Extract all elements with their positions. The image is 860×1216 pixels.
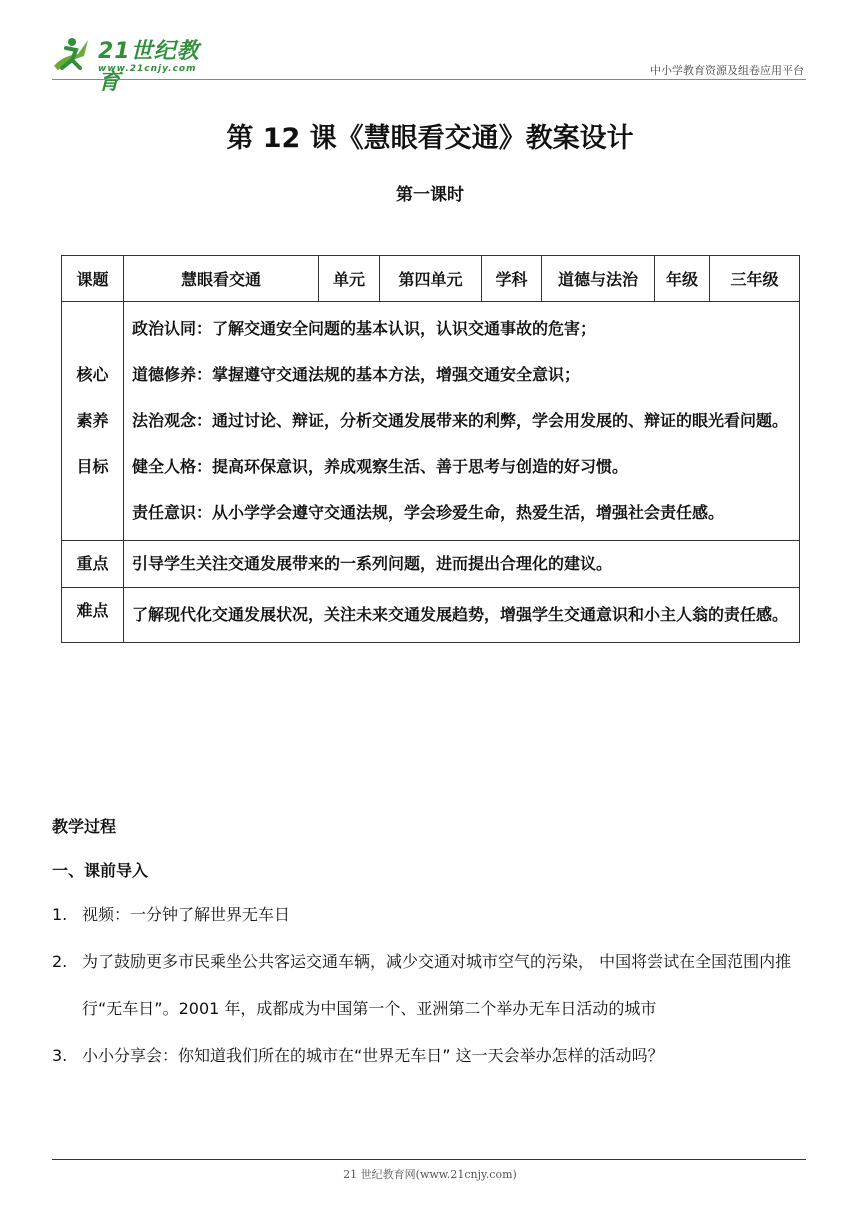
- list-text: 为了鼓励更多市民乘坐公共客运交通车辆，减少交通对城市空气的污染， 中国将尝试在全国范围内推行“无车日”。2001 年，成都成为中国第一个、亚洲第二个举办无车日活动的城市: [82, 952, 792, 1018]
- goals-label: [62, 302, 124, 541]
- list-item: [52, 1032, 812, 1079]
- list-number: 3.: [52, 1046, 68, 1065]
- goals-content: [124, 302, 800, 541]
- list-item: [52, 891, 812, 938]
- process-heading: 教学过程: [52, 817, 117, 836]
- goal-item: 政治认同：了解交通安全问题的基本认识，认识交通事故的危害；: [132, 319, 597, 338]
- list-number: 2.: [52, 952, 68, 971]
- page-subtitle: 第一课时: [396, 185, 464, 205]
- page-header: [0, 0, 860, 95]
- table-cell: 学科: [482, 256, 542, 302]
- table-cell: 课题: [62, 256, 124, 302]
- table-row: [62, 302, 800, 541]
- site-logo[interactable]: [48, 28, 218, 95]
- table-row: [62, 588, 800, 643]
- header-platform-text: 中小学教育资源及组卷应用平台: [650, 64, 804, 77]
- intro-list: [52, 891, 812, 1079]
- section-heading: 一、课前导入: [52, 861, 149, 880]
- table-cell: 年级: [655, 256, 710, 302]
- goals-label-line: 素养: [76, 411, 109, 430]
- table-cell: 慧眼看交通: [124, 256, 319, 302]
- table-cell: 单元: [319, 256, 380, 302]
- page-footer[interactable]: 21 世纪教育网(www.21cnjy.com): [343, 1168, 517, 1181]
- difficulty-label: 难点: [62, 588, 124, 643]
- header-divider: [52, 79, 806, 80]
- goals-label-line: 目标: [76, 457, 109, 476]
- key-label: 重点: [62, 541, 124, 588]
- table-cell: 三年级: [710, 256, 800, 302]
- goal-item: 法治观念：通过讨论、辩证，分析交通发展带来的利弊，学会用发展的、辩证的眼光看问题。: [132, 411, 789, 430]
- table-row: [62, 256, 800, 302]
- logo-url: www.21cnjy.com: [98, 64, 197, 74]
- list-text: 视频：一分钟了解世界无车日: [82, 905, 291, 924]
- goal-item: 健全人格：提高环保意识，养成观察生活、善于思考与创造的好习惯。: [132, 457, 629, 476]
- difficulty-content: 了解现代化交通发展状况，关注未来交通发展趋势，增强学生交通意识和小主人翁的责任感。: [124, 588, 800, 643]
- runner-logo-icon: [48, 34, 92, 74]
- goals-label-line: 核心: [76, 365, 109, 384]
- logo-text: 21世纪教育: [98, 39, 200, 95]
- goal-item: 道德修养：掌握遵守交通法规的基本方法，增强交通安全意识；: [132, 365, 581, 384]
- lesson-plan-table: [61, 255, 800, 643]
- page-title: 第 12 课《慧眼看交通》教案设计: [226, 123, 634, 154]
- key-content: 引导学生关注交通发展带来的一系列问题，进而提出合理化的建议。: [124, 541, 800, 588]
- table-cell: 道德与法治: [542, 256, 655, 302]
- goal-item: 责任意识：从小学学会遵守交通法规，学会珍爱生命，热爱生活，增强社会责任感。: [132, 503, 725, 522]
- list-number: 1.: [52, 905, 68, 924]
- list-item: [52, 938, 812, 1032]
- footer-divider: [52, 1159, 806, 1160]
- list-text: 小小分享会：你知道我们所在的城市在“世界无车日” 这一天会举办怎样的活动吗？: [82, 1046, 664, 1065]
- table-row: [62, 541, 800, 588]
- table-cell: 第四单元: [380, 256, 482, 302]
